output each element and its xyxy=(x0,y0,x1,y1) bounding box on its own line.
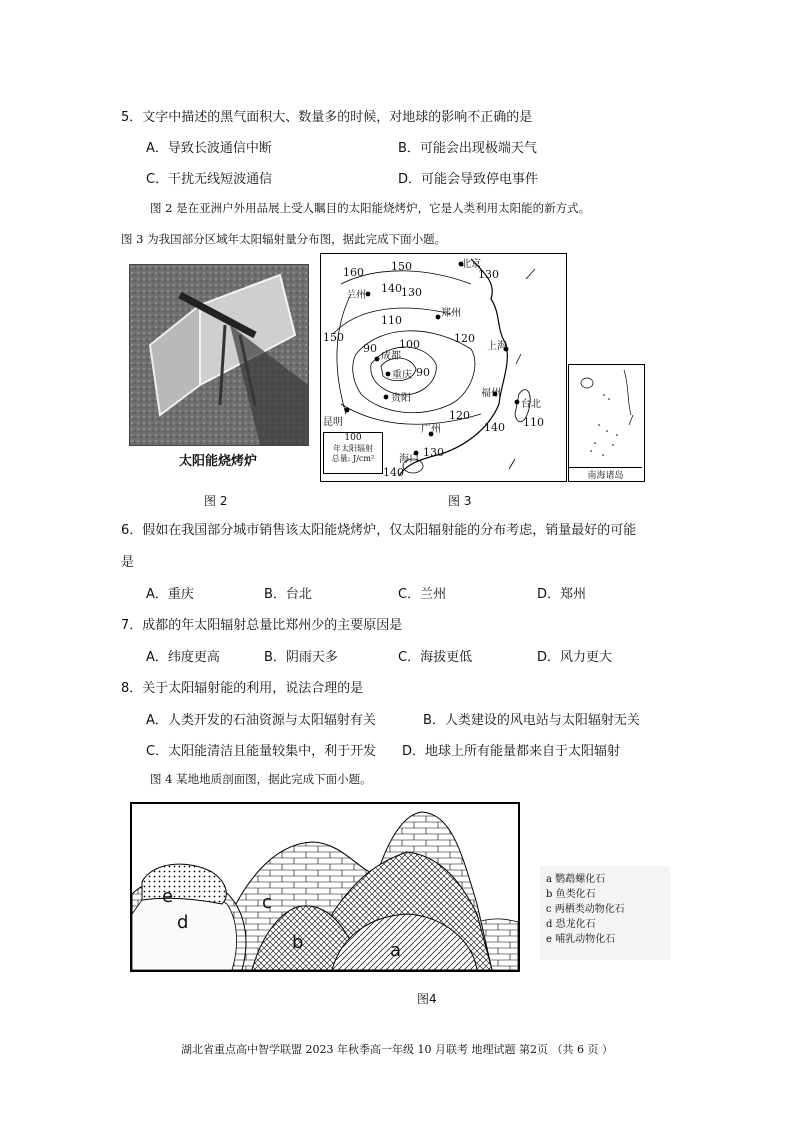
q7-option-d: D．风力更大 xyxy=(537,650,613,665)
fossil-legend xyxy=(540,866,670,960)
isoline-value: 140 xyxy=(484,421,505,434)
q6-option-c: C．兰州 xyxy=(398,587,447,602)
layer-label-d: d xyxy=(177,912,189,933)
q5-option-d: D．可能会导致停电事件 xyxy=(398,172,539,187)
layer-label-a: a xyxy=(390,940,402,961)
city-kunming: 昆明 xyxy=(323,417,343,428)
figure-2-caption: 图 2 xyxy=(204,494,228,508)
layer-label-b: b xyxy=(292,932,304,953)
q5-option-a: A．导致长波通信中断 xyxy=(146,141,272,156)
q5-stem: 5．文字中描述的黑气面积大、数量多的时候，对地球的影响不正确的是 xyxy=(121,110,533,125)
q6-stem-line-1: 6．假如在我国部分城市销售该太阳能烧烤炉，仅太阳辐射能的分布考虑，销量最好的可能 xyxy=(121,523,637,538)
legend-item: b 鱼类化石 xyxy=(546,889,596,900)
city-guiyang: 贵阳 xyxy=(391,393,411,404)
q6-option-a: A．重庆 xyxy=(146,587,194,602)
isoline-value: 130 xyxy=(401,286,422,299)
fig4-intro: 图 4 某地地质剖面图，据此完成下面小题。 xyxy=(150,772,372,786)
q7-stem: 7．成都的年太阳辐射总量比郑州少的主要原因是 xyxy=(121,618,403,633)
q7-option-a: A．纬度更高 xyxy=(146,650,220,665)
layer-label-c: c xyxy=(262,892,272,913)
q7-option-b: B．阴雨天多 xyxy=(264,650,338,665)
q7-option-c: C．海拔更低 xyxy=(398,650,473,665)
city-fuzhou: 福州 xyxy=(481,388,501,399)
intro-line-1: 图 2 是在亚洲户外用品展上受人瞩目的太阳能烧烤炉，它是人类利用太阳能的新方式。 xyxy=(150,201,591,215)
photo-label: 太阳能烧烤炉 xyxy=(178,454,257,469)
isoline-value: 150 xyxy=(323,331,344,344)
isoline-value: 140 xyxy=(383,466,404,479)
figure-4-caption: 图4 xyxy=(417,992,437,1006)
legend-item: d 恐龙化石 xyxy=(546,919,596,930)
isoline-value: 160 xyxy=(343,266,364,279)
figure-3-caption: 图 3 xyxy=(448,494,472,508)
city-guangzhou: 广州 xyxy=(421,424,441,435)
isoline-value: 150 xyxy=(391,260,412,273)
isoline-value: 130 xyxy=(478,268,499,281)
inset-label: 南海诸岛 xyxy=(569,467,642,481)
city-chongqing: 重庆 xyxy=(392,370,412,381)
q8-option-d: D．地球上所有能量都来自于太阳辐射 xyxy=(402,744,621,759)
geologic-section xyxy=(130,802,520,972)
isoline-value: 100 xyxy=(399,338,420,351)
layer-label-e: e xyxy=(162,886,174,907)
q8-stem: 8．关于太阳辐射能的利用，说法合理的是 xyxy=(121,681,364,696)
q8-option-a: A．人类开发的石油资源与太阳辐射有关 xyxy=(146,713,376,728)
legend-unit: 总量: J/cm² xyxy=(331,454,375,463)
page-footer: 湖北省重点高中智学联盟 2023 年秋季高一年级 10 月联考 地理试题 第2页 （共 6 页 ） xyxy=(181,1043,613,1056)
city-shanghai: 上海 xyxy=(487,341,507,352)
map-legend xyxy=(323,432,383,474)
intro-line-2: 图 3 为我国部分区域年太阳辐射量分布图，据此完成下面小题。 xyxy=(121,232,447,246)
q6-option-d: D．郑州 xyxy=(537,587,587,602)
city-taipei: 台北 xyxy=(521,399,541,410)
q6-stem-line-2: 是 xyxy=(121,555,135,570)
isoline-value: 120 xyxy=(454,332,475,345)
city-chengdu: 成都 xyxy=(381,351,401,362)
isoline-value: 110 xyxy=(523,416,544,429)
city-haikou: 海口 xyxy=(399,454,419,465)
q8-option-c: C．太阳能清洁且能量较集中，利于开发 xyxy=(146,744,377,759)
legend-item: a 鹦鹉螺化石 xyxy=(546,874,606,885)
city-beijing: 北京 xyxy=(461,259,481,270)
legend-item: c 两栖类动物化石 xyxy=(546,904,625,915)
city-zhengzhou: 郑州 xyxy=(441,308,461,319)
q6-option-b: B．台北 xyxy=(264,587,312,602)
legend-value: 100 xyxy=(344,433,362,443)
q5-option-c: C．干扰无线短波通信 xyxy=(146,172,273,187)
isoline-value: 110 xyxy=(381,314,402,327)
city-lanzhou: 兰州 xyxy=(346,290,366,301)
solar-grill-photo xyxy=(129,264,309,446)
legend-text: 年太阳辐射 xyxy=(333,444,373,453)
q5-option-b: B．可能会出现极端天气 xyxy=(398,141,537,156)
isoline-value: 90 xyxy=(363,342,377,355)
isoline-value: 120 xyxy=(449,409,470,422)
isoline-value: 130 xyxy=(423,446,444,459)
legend-item: e 哺乳动物化石 xyxy=(546,934,616,945)
q8-option-b: B．人类建设的风电站与太阳辐射无关 xyxy=(423,713,640,728)
isoline-value: 90 xyxy=(416,366,430,379)
south-china-sea-inset xyxy=(568,364,645,482)
solar-radiation-map xyxy=(320,253,567,482)
isoline-value: 140 xyxy=(381,282,402,295)
